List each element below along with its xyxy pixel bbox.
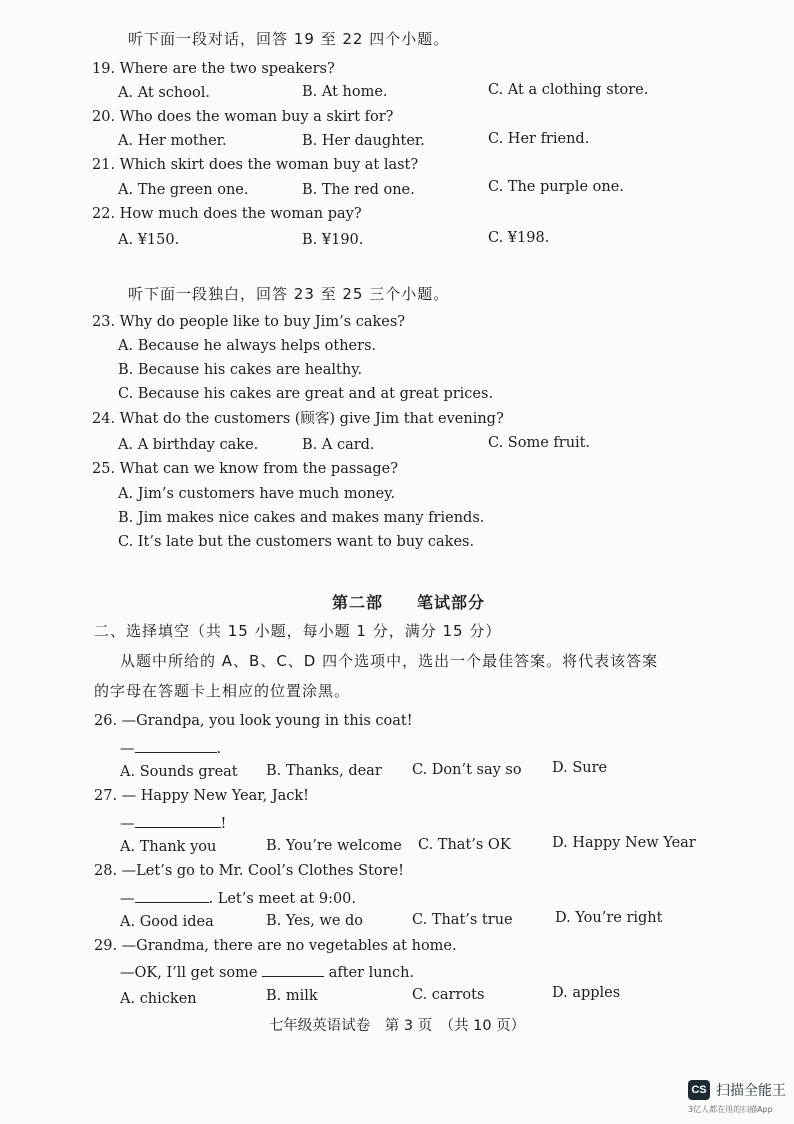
- q29-option-a: A. chicken: [120, 991, 197, 1007]
- q26-option-a: A. Sounds great: [120, 764, 238, 780]
- question-20: 20. Who does the woman buy a skirt for?: [92, 109, 394, 125]
- q27-blank[interactable]: [135, 813, 221, 828]
- q29-answer-line: [120, 962, 414, 982]
- q22-option-a: A. ¥150.: [118, 232, 180, 248]
- question-27: 27. — Happy New Year, Jack!: [94, 788, 310, 804]
- q27-option-d: D. Happy New Year: [552, 835, 696, 851]
- scanner-name: 扫描全能王: [716, 1083, 786, 1099]
- q26-option-b: B. Thanks, dear: [266, 763, 382, 779]
- instruction-line-1: 从题中所给的 A、B、C、D 四个选项中，选出一个最佳答案。将代表该答案: [120, 652, 659, 670]
- q26-blank[interactable]: [135, 738, 217, 753]
- q25-option-a: A. Jim’s customers have much money.: [118, 486, 396, 502]
- q28-option-c: C. That’s true: [412, 912, 513, 928]
- q26-option-d: D. Sure: [552, 760, 608, 776]
- q19-option-a: A. At school.: [118, 85, 210, 101]
- q28-option-d: D. You’re right: [555, 910, 663, 926]
- q22-option-c: C. ¥198.: [488, 230, 550, 246]
- q24-option-c: C. Some fruit.: [488, 435, 591, 451]
- q27-answer-line: [120, 813, 226, 833]
- camscanner-logo-icon: CS: [688, 1080, 710, 1100]
- q27-suffix: !: [220, 816, 227, 832]
- q26-prefix: —: [120, 741, 135, 757]
- q27-prefix: —: [120, 816, 135, 832]
- q28-option-a: A. Good idea: [120, 914, 214, 930]
- q19-option-c: C. At a clothing store.: [488, 82, 649, 98]
- q28-answer-line: [120, 888, 356, 908]
- q24-option-a: A. A birthday cake.: [118, 437, 259, 453]
- q25-option-b: B. Jim makes nice cakes and makes many friends.: [118, 510, 485, 526]
- question-19: 19. Where are the two speakers?: [92, 61, 335, 77]
- q29-prefix: —OK, I’ll get some: [120, 965, 258, 981]
- q21-option-b: B. The red one.: [302, 182, 415, 198]
- q24-option-b: B. A card.: [302, 437, 375, 453]
- q29-option-d: D. apples: [552, 985, 621, 1001]
- q28-prefix: —: [120, 891, 135, 907]
- scanner-badge: [688, 1080, 786, 1100]
- q26-suffix: .: [216, 741, 222, 757]
- q28-option-b: B. Yes, we do: [266, 913, 364, 929]
- q23-option-a: A. Because he always helps others.: [118, 338, 377, 354]
- q29-blank[interactable]: [262, 962, 324, 977]
- dialog-intro: 听下面一段对话，回答 19 至 22 四个小题。: [128, 30, 450, 48]
- q23-option-c: C. Because his cakes are great and at great prices.: [118, 386, 494, 402]
- question-24: 24. What do the customers (顾客) give Jim that evening?: [92, 411, 504, 427]
- q20-option-a: A. Her mother.: [118, 133, 227, 149]
- q27-option-b: B. You’re welcome: [266, 838, 402, 854]
- q23-option-b: B. Because his cakes are healthy.: [118, 362, 363, 378]
- q29-suffix: after lunch.: [328, 965, 415, 981]
- q27-option-c: C. That’s OK: [418, 837, 511, 853]
- q20-option-c: C. Her friend.: [488, 131, 590, 147]
- question-23: 23. Why do people like to buy Jim’s cakes?: [92, 314, 406, 330]
- q29-option-c: C. carrots: [412, 987, 485, 1003]
- question-25: 25. What can we know from the passage?: [92, 461, 399, 477]
- question-26: 26. —Grandpa, you look young in this coat!: [94, 713, 413, 729]
- monologue-intro: 听下面一段独白，回答 23 至 25 三个小题。: [128, 285, 450, 303]
- part-title: 第二部 笔试部分: [332, 593, 486, 612]
- instruction-line-2: 的字母在答题卡上相应的位置涂黑。: [94, 682, 351, 700]
- scanner-tagline: 3亿人都在用的扫描App: [688, 1105, 773, 1114]
- question-28: 28. —Let’s go to Mr. Cool’s Clothes Store!: [94, 863, 404, 879]
- section-title: 二、选择填空（共 15 小题，每小题 1 分，满分 15 分）: [94, 622, 502, 640]
- question-22: 22. How much does the woman pay?: [92, 206, 362, 222]
- question-29: 29. —Grandma, there are no vegetables at home.: [94, 938, 457, 954]
- q26-answer-line: [120, 738, 221, 758]
- q28-suffix: . Let’s meet at 9:00.: [208, 891, 357, 907]
- page-footer: 七年级英语试卷 第 3 页 （共 10 页）: [268, 1018, 526, 1034]
- q29-option-b: B. milk: [266, 988, 318, 1004]
- q28-blank[interactable]: [135, 888, 209, 903]
- question-21: 21. Which skirt does the woman buy at last?: [92, 157, 419, 173]
- q27-option-a: A. Thank you: [120, 839, 217, 855]
- q26-option-c: C. Don’t say so: [412, 762, 522, 778]
- q25-option-c: C. It’s late but the customers want to buy cakes.: [118, 534, 475, 550]
- q22-option-b: B. ¥190.: [302, 232, 364, 248]
- q21-option-a: A. The green one.: [118, 182, 249, 198]
- q20-option-b: B. Her daughter.: [302, 133, 425, 149]
- q19-option-b: B. At home.: [302, 84, 388, 100]
- q21-option-c: C. The purple one.: [488, 179, 624, 195]
